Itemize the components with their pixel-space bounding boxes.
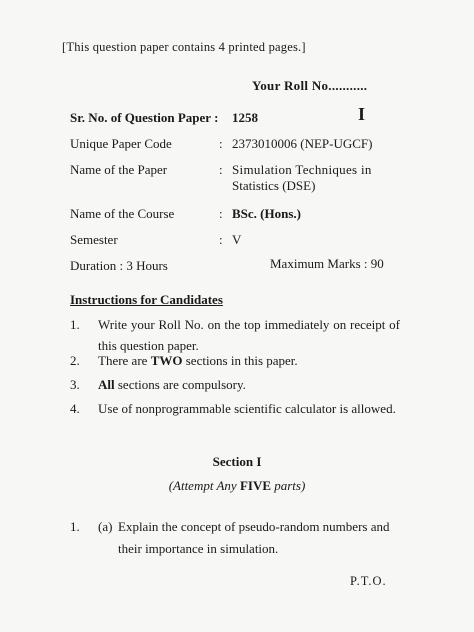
section-instruction-part: parts) [271,478,306,493]
roll-number-label: Your Roll No........... [252,78,368,93]
serial-number-label: Sr. No. of Question Paper : [70,110,219,125]
question-1 [70,516,400,560]
instruction-text-bold: All [98,377,115,392]
pages-note: [This question paper contains 4 printed pages.] [62,40,306,54]
section-instruction-part: (Attempt Any [168,478,240,493]
instruction-text [98,374,400,395]
unique-paper-code-value: 2373010006 (NEP-UGCF) [232,136,373,151]
instruction-text-part: sections in this paper. [182,353,298,368]
unique-paper-code-colon: : [219,136,223,151]
semester-label: Semester [70,232,118,247]
question-part-label: (a) [98,519,113,534]
course-name-label: Name of the Course [70,206,175,221]
instruction-item-3 [70,374,400,395]
paper-name-label: Name of the Paper [70,162,168,177]
instruction-number: 2. [70,353,80,368]
instruction-text-bold: TWO [150,353,183,368]
section-instruction [0,478,474,494]
instructions-heading: Instructions for Candidates [70,292,223,307]
instruction-text: Use of nonprogrammable scientific calculator is allowed. [98,401,396,416]
course-name-colon: : [219,206,223,221]
instruction-text: Write your Roll No. on the top immediately on receipt of this question paper. [98,317,400,353]
section-title: Section I [212,454,262,469]
duration-text: Duration : 3 Hours [70,258,168,273]
question-text: Explain the concept of pseudo-random numbers and their importance in simulation. [118,519,390,556]
course-name-value: BSc. (Hons.) [232,206,301,221]
maximum-marks-text: Maximum Marks : 90 [270,256,384,271]
paper-name-value-line2: Statistics (DSE) [232,178,316,193]
semester-colon: : [219,232,223,247]
pto-footer: P.T.O. [350,574,387,588]
instruction-item-4 [70,398,400,419]
semester-value: V [232,232,242,247]
section-instruction-bold: FIVE [239,478,271,493]
instruction-text-part: sections are compulsory. [114,377,246,392]
question-number: 1. [70,519,80,534]
instruction-text [98,350,400,371]
paper-name-value-line1: Simulation Techniques in [232,162,372,177]
serial-number-value: 1258 [232,110,258,125]
unique-paper-code-label: Unique Paper Code [70,136,172,151]
paper-set-code: I [358,104,366,124]
paper-name-colon: : [219,162,223,177]
instruction-text-part: There are [98,353,151,368]
instruction-item-2 [70,350,400,371]
instruction-number: 1. [70,317,80,332]
instruction-number: 3. [70,377,80,392]
instruction-number: 4. [70,401,80,416]
